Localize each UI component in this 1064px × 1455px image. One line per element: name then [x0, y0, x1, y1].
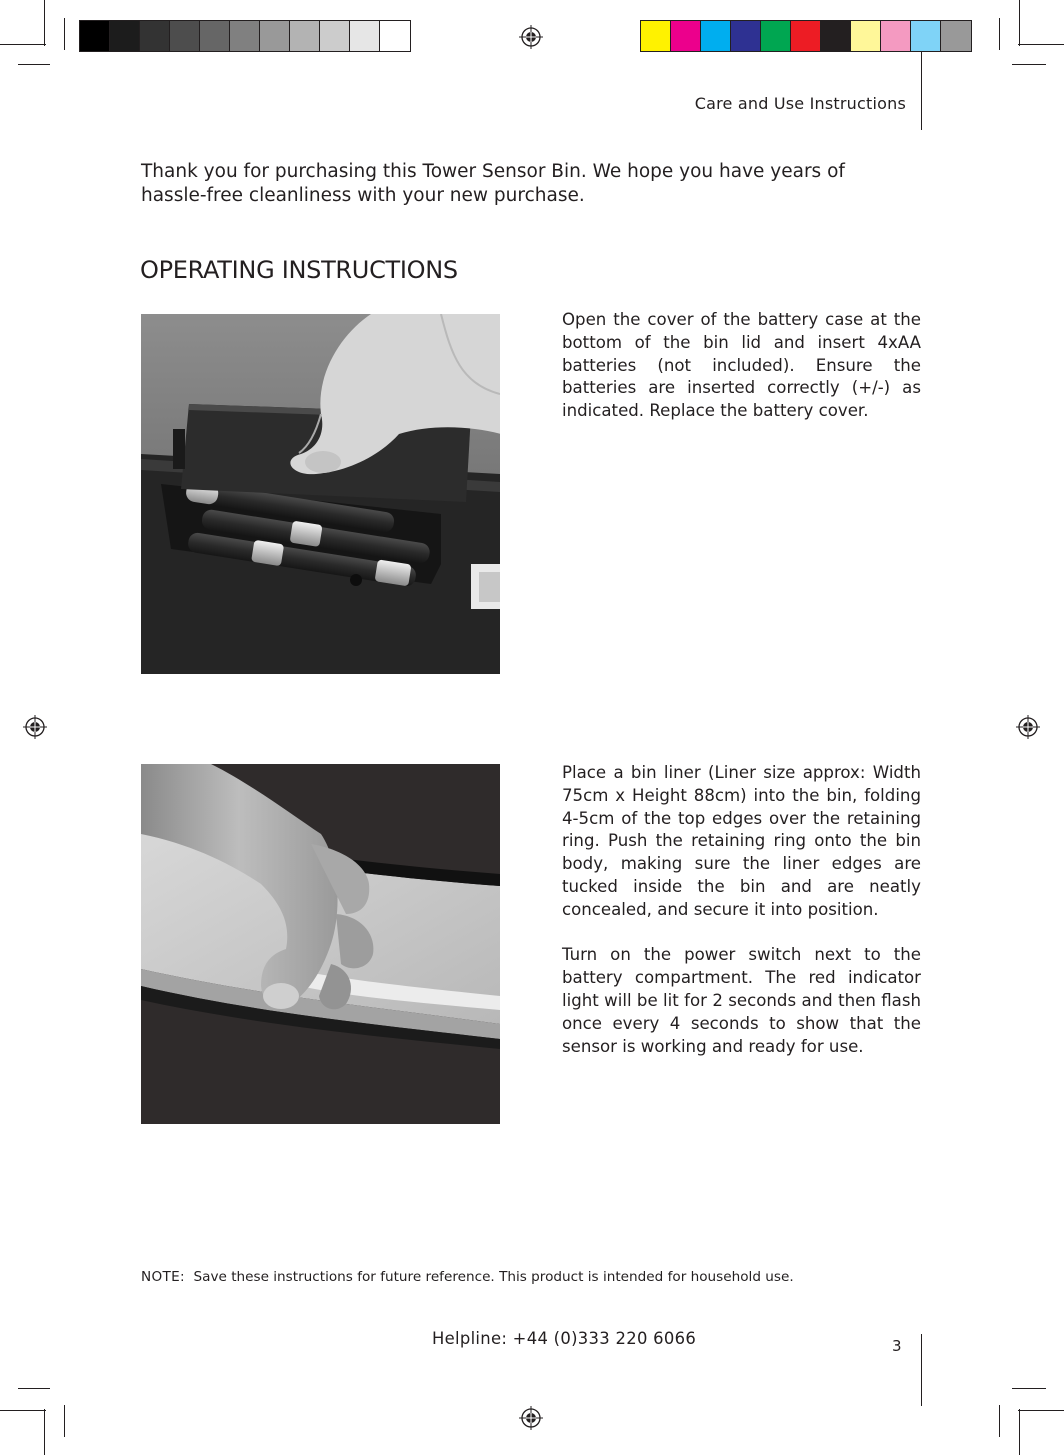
registration-mark-icon — [519, 1406, 543, 1430]
color-swatch — [851, 21, 881, 51]
footer-rule — [921, 1334, 922, 1406]
note — [141, 1269, 794, 1285]
color-swatch — [791, 21, 821, 51]
color-swatch — [881, 21, 911, 51]
registration-mark-icon — [23, 715, 47, 739]
color-swatch — [170, 21, 200, 51]
color-swatch — [731, 21, 761, 51]
step-2-paragraph-1: Place a bin liner (Liner size approx: Width 75cm x Height 88cm) into the bin, folding 4-5cm of the top edges over the retaining ring. Push the retaining ring onto the bin body, making sure the liner edges are tucked inside the bin and are neatly concealed, and secure it into position. — [562, 763, 921, 919]
section-title: OPERATING INSTRUCTIONS — [140, 256, 458, 284]
helpline: Helpline: +44 (0)333 220 6066 — [432, 1329, 697, 1348]
color-swatch — [821, 21, 851, 51]
color-swatch — [260, 21, 290, 51]
color-swatch — [701, 21, 731, 51]
step-1-paragraph: Open the cover of the battery case at the bottom of the bin lid and insert 4xAA batteries (not included). Ensure the batteries are inserted correctly (+/-) as indicated. Replace the battery cover. — [562, 310, 921, 421]
color-swatch — [911, 21, 941, 51]
color-swatch — [380, 21, 410, 51]
battery-insertion-photo — [141, 314, 500, 674]
color-swatch — [200, 21, 230, 51]
color-swatch — [320, 21, 350, 51]
step-2-paragraph-2: Turn on the power switch next to the battery compartment. The red indicator light will be lit for 2 seconds and then flash once every 4 seconds to show that the sensor is working and ready for use. — [562, 945, 921, 1056]
running-header-title: Care and Use Instructions — [694, 94, 906, 113]
intro-paragraph: Thank you for purchasing this Tower Sensor Bin. We hope you have years of hassle-free cleanliness with your new purchase. — [141, 161, 845, 206]
registration-mark-icon — [519, 25, 543, 49]
color-swatch — [941, 21, 971, 51]
note-label: NOTE: — [141, 1269, 185, 1285]
color-swatch — [140, 21, 170, 51]
grayscale-color-bar — [79, 20, 411, 52]
note-text: Save these instructions for future reference. This product is intended for household use. — [193, 1269, 794, 1285]
color-swatch — [671, 21, 701, 51]
process-color-bar — [640, 20, 972, 52]
bin-liner-photo — [141, 764, 500, 1124]
page-number: 3 — [892, 1337, 902, 1355]
color-swatch — [230, 21, 260, 51]
header-rule — [921, 52, 922, 130]
color-swatch — [290, 21, 320, 51]
color-swatch — [641, 21, 671, 51]
step-2-text — [562, 762, 921, 1081]
color-swatch — [80, 21, 110, 51]
color-swatch — [761, 21, 791, 51]
registration-mark-icon — [1016, 715, 1040, 739]
color-swatch — [350, 21, 380, 51]
step-1-text — [562, 309, 921, 446]
color-swatch — [110, 21, 140, 51]
